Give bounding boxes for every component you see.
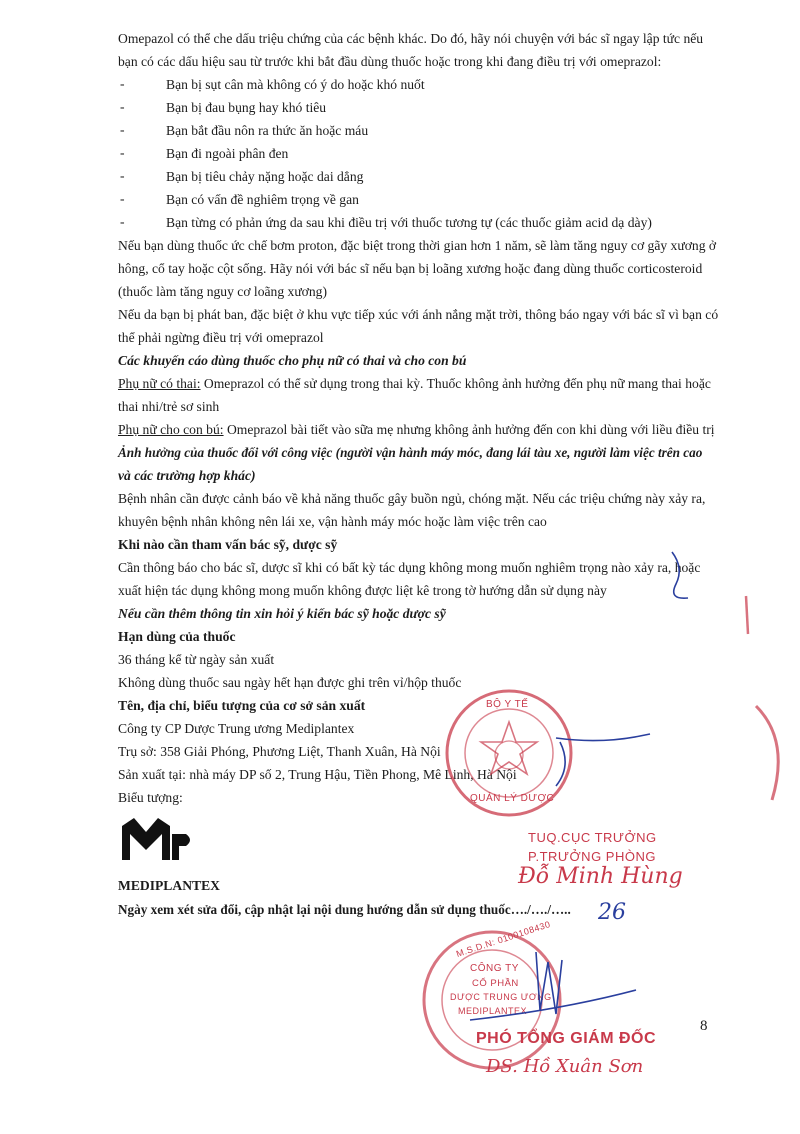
company-stamp-line: MEDIPLANTEX	[458, 1006, 528, 1016]
moh-title-2: P.TRƯỞNG PHÒNG	[528, 849, 656, 864]
bullet-item: Bạn từng có phản ứng da sau khi điều trị với thuốc tương tự (các thuốc giảm acid dạ dày)	[166, 215, 652, 230]
manufacturer-line: Công ty CP Dược Trung ương Mediplantex	[118, 721, 355, 736]
rash-paragraph-line: Nếu da bạn bị phát ban, đặc biệt ở khu vực tiếp xúc với ánh nắng mặt trời, thông báo ngay với bác sĩ vì bạn có	[118, 307, 719, 322]
bullet-dash: -	[120, 76, 125, 91]
manufacturer-line: Sản xuất tại: nhà máy DP số 2, Trung Hậu, Tiền Phong, Mê Linh, Hà Nội	[118, 767, 517, 782]
page-number: 8	[700, 1018, 708, 1034]
company-stamp-line: CÔNG TY	[470, 963, 519, 974]
work-heading-2: và các trường hợp khác)	[118, 468, 256, 483]
pregnant-line-2: thai nhi/trẻ sơ sinh	[118, 399, 220, 414]
consult-paragraph-line: Cần thông báo cho bác sĩ, dược sĩ khi có bất kỳ tác dụng không mong muốn nghiêm trọng nào xảy ra, hoặc	[118, 560, 701, 575]
moh-signer: Đỗ Minh Hùng	[518, 864, 683, 889]
bullet-dash: -	[120, 168, 125, 183]
bullet-dash: -	[120, 191, 125, 206]
bullet-item: Bạn bị sụt cân mà không có ý do hoặc khó nuốt	[166, 77, 425, 92]
consult-heading: Khi nào cần tham vấn bác sỹ, dược sỹ	[118, 537, 338, 552]
bullet-dash: -	[120, 99, 125, 114]
moh-stamp-ring-bottom: QUẢN LÝ DƯỢC	[470, 793, 555, 804]
expiry-line: Không dùng thuốc sau ngày hết hạn được ghi trên vỉ/hộp thuốc	[118, 675, 462, 690]
rash-paragraph-line: thể phải ngừng điều trị với omeprazol	[118, 330, 324, 345]
company-stamp-line: CỔ PHẦN	[472, 978, 519, 989]
fracture-paragraph-line: (thuốc làm tăng nguy cơ loãng xương)	[118, 284, 327, 299]
work-heading: Ảnh hưởng của thuốc đối với công việc (người vận hành máy móc, đang lái tàu xe, người làm việc trên cao	[118, 445, 703, 460]
intro-line: Omepazol có thể che dấu triệu chứng của các bệnh khác. Do đó, hãy nói chuyện với bác sĩ ngay lập tức nếu	[118, 31, 704, 46]
pregnancy-heading: Các khuyến cáo dùng thuốc cho phụ nữ có thai và cho con bú	[118, 353, 467, 368]
consult-paragraph-line: xuất hiện tác dụng không mong muốn không được liệt kê trong tờ hướng dẫn sử dụng này	[118, 583, 607, 598]
expiry-line: 36 tháng kể từ ngày sản xuất	[118, 652, 275, 667]
fracture-paragraph-line: Nếu bạn dùng thuốc ức chế bơm proton, đặc biệt trong thời gian hơn 1 năm, sẽ làm tăng nguy cơ gãy xương ở	[118, 238, 717, 253]
bullet-item: Bạn đi ngoài phân đen	[166, 146, 289, 161]
pregnant-label: Phụ nữ có thai:	[118, 376, 201, 391]
bullet-dash: -	[120, 122, 125, 137]
intro-line: bạn có các dấu hiệu sau từ trước khi bắt đầu dùng thuốc hoặc trong khi đang điều trị với omeprazol:	[118, 54, 662, 69]
info-heading: Nếu cần thêm thông tin xin hỏi ý kiến bác sỹ hoặc dược sỹ	[118, 606, 446, 621]
company-stamp-line: DƯỢC TRUNG ƯƠNG	[450, 992, 552, 1002]
moh-title-1: TUQ.CỤC TRƯỞNG	[528, 830, 657, 845]
manufacturer-line: Biểu tượng:	[118, 790, 183, 805]
bullet-dash: -	[120, 214, 125, 229]
work-paragraph-line: Bệnh nhân cần được cảnh báo về khả năng thuốc gây buồn ngủ, chóng mặt. Nếu các triệu chứng này xảy ra,	[118, 491, 706, 506]
bullet-dash: -	[120, 145, 125, 160]
pregnant-text: Omeprazol có thể sử dụng trong thai kỳ. Thuốc không ảnh hưởng đến phụ nữ mang thai hoặc	[200, 376, 711, 391]
nursing-label: Phụ nữ cho con bú:	[118, 422, 224, 437]
company-title: PHÓ TỔNG GIÁM ĐỐC	[476, 1030, 657, 1047]
expiry-heading: Hạn dùng của thuốc	[118, 629, 236, 644]
company-stamp-ring: M.S.D.N: 0100108430	[454, 919, 552, 959]
bullet-item: Bạn bị đau bụng hay khó tiêu	[166, 100, 327, 115]
bullet-item: Bạn bắt đầu nôn ra thức ăn hoặc máu	[166, 123, 369, 138]
moh-stamp-ring: BỘ Y TẾ	[486, 699, 529, 710]
fracture-paragraph-line: hông, cổ tay hoặc cột sống. Hãy nói với bác sĩ nếu bạn bị loãng xương hoặc đang dùng thuốc corticosteroid	[118, 261, 703, 276]
logo-name: MEDIPLANTEX	[118, 878, 220, 893]
bullet-item: Bạn bị tiêu chảy nặng hoặc dai dẳng	[166, 169, 364, 184]
manufacturer-heading: Tên, địa chỉ, biểu tượng của cơ sở sản xuất	[118, 698, 366, 713]
work-paragraph-line: khuyên bệnh nhân không nên lái xe, vận hành máy móc hoặc làm việc trên cao	[118, 514, 547, 529]
bullet-item: Bạn có vấn đề nghiêm trọng về gan	[166, 192, 359, 207]
handwritten-note: 26	[598, 900, 626, 925]
nursing-text: Omeprazol bài tiết vào sữa mẹ nhưng không ảnh hưởng đến con khi dùng với liều điều trị	[223, 422, 715, 437]
company-signer: DS. Hồ Xuân Sơn	[486, 1056, 644, 1077]
manufacturer-line: Trụ sở: 358 Giải Phóng, Phương Liệt, Thanh Xuân, Hà Nội	[118, 744, 441, 759]
revision-line: Ngày xem xét sửa đổi, cập nhật lại nội dung hướng dẫn sử dụng thuốc…./…./…..	[118, 902, 571, 917]
